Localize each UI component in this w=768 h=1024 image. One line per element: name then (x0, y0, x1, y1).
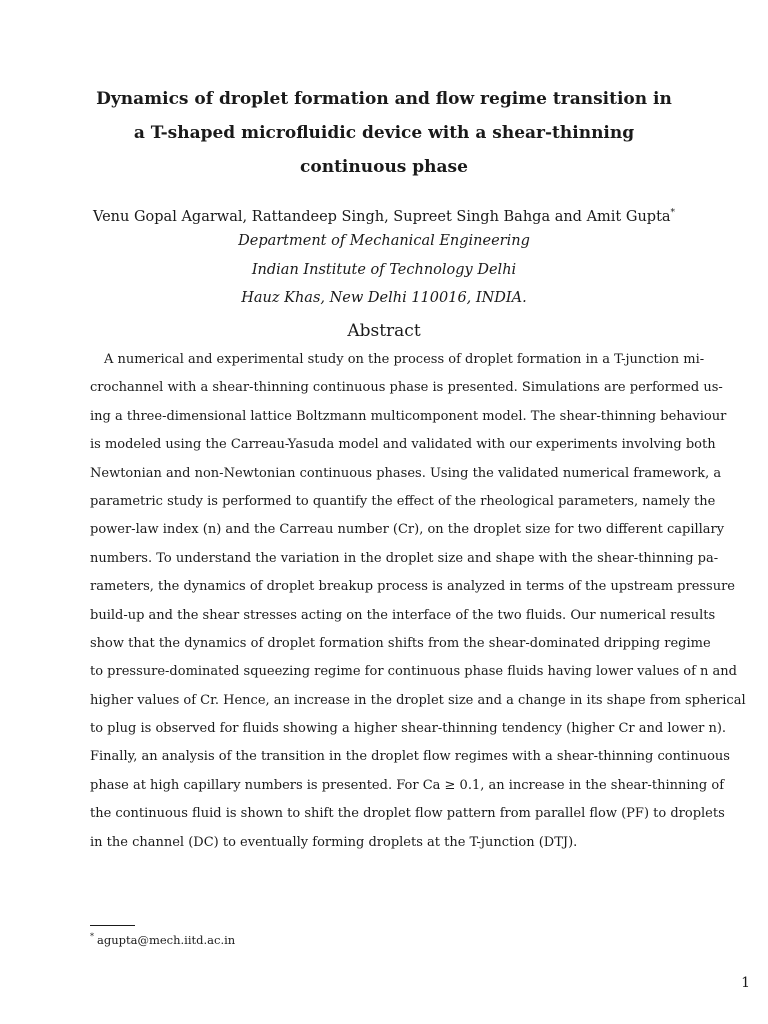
abstract-line: the continuous fluid is shown to shift the droplet flow pattern from parallel flow (PF) to droplets (90, 806, 725, 822)
abstract-line: rameters, the dynamics of droplet breakup process is analyzed in terms of the upstream pressure (90, 579, 736, 595)
abstract-line: is modeled using the Carreau-Yasuda model and validated with our experiments involving both (90, 437, 716, 453)
abstract-body (90, 346, 746, 857)
abstract-line: ing a three-dimensional lattice Boltzmann multicomponent model. The shear-thinning behaviour (90, 408, 727, 424)
abstract-line: to pressure-dominated squeezing regime for continuous phase fluids having lower values of n and (90, 664, 737, 680)
footnote-email: agupta@mech.iitd.ac.in (97, 932, 236, 947)
abstract-line: numbers. To understand the variation in the droplet size and shape with the shear-thinning pa- (90, 550, 719, 566)
abstract-heading: Abstract (347, 321, 421, 341)
abstract-line: show that the dynamics of droplet formation shifts from the shear-dominated dripping regime (90, 635, 711, 651)
author-names: Venu Gopal Agarwal, Rattandeep Singh, Supreet Singh Bahga and Amit Gupta (92, 208, 671, 225)
abstract-line: A numerical and experimental study on the process of droplet formation in a T-junction mi- (104, 352, 705, 367)
abstract-line: Newtonian and non-Newtonian continuous phases. Using the validated numerical framework, a (90, 465, 722, 481)
page-number: 1 (741, 975, 750, 991)
abstract-line: Finally, an analysis of the transition in the droplet flow regimes with a shear-thinning continuous (90, 749, 730, 765)
affiliation-institute: Indian Institute of Technology Delhi (251, 262, 517, 278)
footnote-marker: * (90, 932, 94, 941)
abstract-line: in the channel (DC) to eventually forming droplets at the T-junction (DTJ). (90, 834, 578, 850)
abstract-line: to plug is observed for fluids showing a higher shear-thinning tendency (higher Cr and lower n). (90, 721, 727, 737)
footnote-rule (90, 925, 135, 926)
abstract-line: build-up and the shear stresses acting on the interface of the two fluids. Our numerical results (90, 607, 716, 623)
abstract-line: phase at high capillary numbers is presented. For Ca ≥ 0.1, an increase in the shear-thinning of (90, 777, 725, 793)
abstract-line: power-law index (n) and the Carreau number (Cr), on the droplet size for two different capillary (90, 522, 725, 538)
author-list (60, 203, 708, 227)
abstract-line: crochannel with a shear-thinning continuous phase is presented. Simulations are performed us- (90, 380, 723, 396)
abstract-line: parametric study is performed to quantify the effect of the rheological parameters, namely the (90, 493, 716, 509)
affiliation-department: Department of Mechanical Engineering (238, 233, 530, 249)
corresponding-author-marker: * (670, 208, 676, 218)
abstract-line: higher values of Cr. Hence, an increase in the droplet size and a change in its shape from spherical (90, 692, 746, 708)
paper-title: Dynamics of droplet formation and flow regime transition in a T-shaped microfluidic device with a shear-thinning continuous phase (96, 89, 672, 177)
affiliation-address: Hauz Khas, New Delhi 110016, INDIA. (241, 290, 527, 306)
footnote (90, 929, 235, 948)
